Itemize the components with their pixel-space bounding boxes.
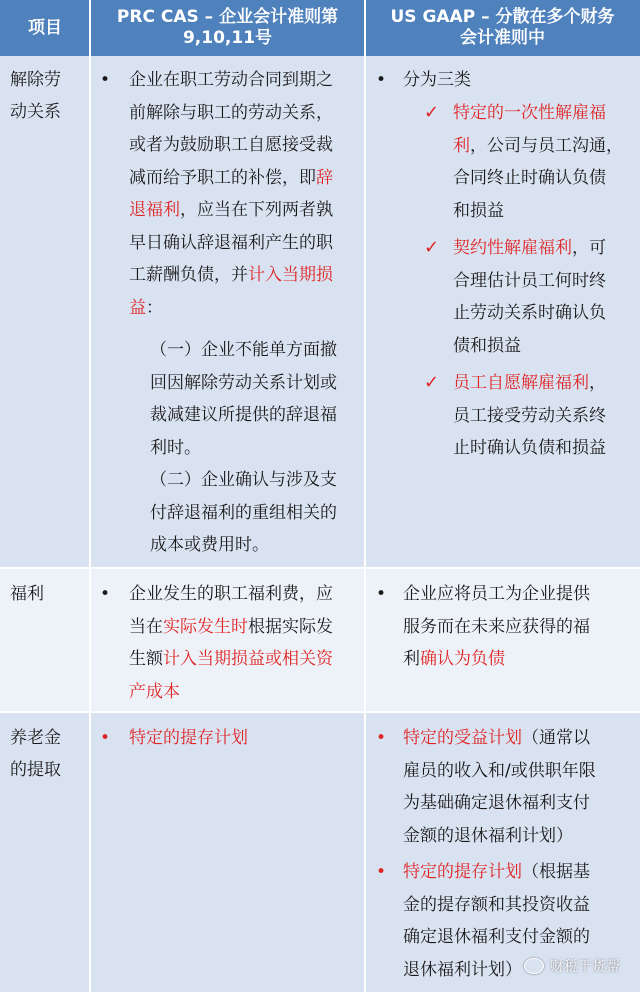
text-segment: 利 bbox=[403, 649, 420, 669]
text-line bbox=[403, 820, 638, 853]
text-segment: 金额的退休福利计划） bbox=[403, 825, 573, 846]
text-segment: 止时确认负债和损益 bbox=[453, 438, 606, 458]
checkmark-icon: ✓ bbox=[424, 102, 440, 123]
text-line bbox=[403, 889, 638, 922]
text-segment: 减而给予职工的补偿，即 bbox=[129, 167, 316, 188]
text-line bbox=[129, 64, 361, 97]
highlighted-term: 实际发生时 bbox=[163, 616, 248, 637]
text-line bbox=[403, 611, 638, 644]
text-segment: 和损益 bbox=[453, 200, 504, 221]
row-label-welfare: 福利 bbox=[10, 584, 44, 604]
bullet-icon: • bbox=[376, 862, 387, 882]
text-line bbox=[129, 643, 361, 676]
text-segment: 止劳动关系时确认负 bbox=[453, 303, 606, 323]
row-divider bbox=[0, 711, 640, 713]
text-segment: 或者为鼓励职工自愿接受裁 bbox=[129, 135, 333, 155]
text-line bbox=[129, 292, 361, 325]
bullet-icon: • bbox=[376, 584, 387, 604]
text-line bbox=[129, 129, 361, 162]
column-divider bbox=[364, 0, 366, 992]
text-segment: 退休福利计划） bbox=[403, 959, 522, 980]
bullet-icon: • bbox=[100, 70, 111, 90]
text-line bbox=[453, 367, 638, 400]
text-line bbox=[453, 97, 638, 130]
highlighted-term: 契约性解雇福利 bbox=[453, 238, 572, 258]
highlighted-term: 特定的受益计划 bbox=[403, 728, 522, 748]
text-segment: 金的提存额和其投资收益 bbox=[403, 894, 590, 915]
pension-cas-text bbox=[129, 722, 361, 755]
highlighted-term: 产成本 bbox=[129, 681, 180, 702]
header-col-item: 项目 bbox=[0, 0, 90, 56]
welfare-gaap-text bbox=[403, 578, 638, 676]
text-line bbox=[129, 578, 361, 611]
text-line bbox=[403, 755, 638, 788]
text-line bbox=[453, 265, 638, 298]
wechat-logo-icon bbox=[524, 958, 544, 974]
text-segment: ，公司与员工沟通， bbox=[470, 135, 623, 156]
text-line bbox=[453, 297, 638, 330]
highlighted-term: 特定的提存计划 bbox=[403, 862, 522, 882]
text-segment: 生额 bbox=[129, 649, 163, 669]
highlighted-term: 益 bbox=[129, 297, 146, 318]
text-segment: 服务而在未来应获得的福 bbox=[403, 616, 590, 637]
text-line bbox=[403, 921, 638, 954]
text-line bbox=[129, 194, 361, 227]
highlighted-term: 利 bbox=[453, 135, 470, 156]
text-line bbox=[129, 722, 361, 755]
termination-gaap-item bbox=[453, 232, 638, 362]
text-segment: 确定退休福利支付金额的 bbox=[403, 927, 590, 947]
row-label-pension: 养老金 的提取 bbox=[10, 728, 61, 780]
termination-cas-conditions bbox=[150, 334, 362, 562]
text-line bbox=[453, 162, 638, 195]
highlighted-term: 计入当期损 bbox=[248, 265, 333, 285]
text-line bbox=[129, 162, 361, 195]
text-line bbox=[129, 97, 361, 130]
text-segment: 企业应将员工为企业提供 bbox=[403, 584, 590, 604]
text-line: 裁减建议所提供的辞退福 bbox=[150, 405, 337, 425]
text-line bbox=[403, 856, 638, 889]
text-line bbox=[129, 259, 361, 292]
text-segment: 工薪酬负债，并 bbox=[129, 265, 248, 285]
text-segment: 合理估计员工何时终 bbox=[453, 270, 606, 291]
text-line bbox=[403, 643, 638, 676]
text-segment: 员工接受劳动关系终 bbox=[453, 405, 606, 426]
text-line bbox=[453, 330, 638, 363]
text-segment: 早日确认辞退福利产生的职 bbox=[129, 232, 333, 253]
text-line bbox=[129, 611, 361, 644]
highlighted-term: 特定的提存计划 bbox=[129, 728, 248, 748]
termination-gaap-item bbox=[453, 97, 638, 227]
termination-cas-text bbox=[129, 64, 361, 324]
text-line bbox=[403, 578, 638, 611]
text-segment: 债和损益 bbox=[453, 335, 521, 356]
text-segment: （根据基 bbox=[522, 862, 590, 882]
text-line: 回因解除劳动关系计划或 bbox=[150, 372, 337, 393]
header-col-us-gaap: US GAAP – 分散在多个财务 会计准则中 bbox=[365, 0, 640, 56]
pension-gaap-item bbox=[403, 722, 638, 852]
text-line bbox=[403, 787, 638, 820]
text-segment: ，应当在下列两者孰 bbox=[180, 200, 333, 220]
text-segment: ， bbox=[589, 373, 606, 393]
checkmark-icon: ✓ bbox=[424, 237, 440, 258]
checkmark-icon: ✓ bbox=[424, 372, 440, 393]
text-line bbox=[453, 400, 638, 433]
text-line: （一）企业不能单方面撤 bbox=[150, 340, 337, 360]
text-line bbox=[403, 722, 638, 755]
text-segment: 雇员的收入和/或供职年限 bbox=[403, 760, 596, 781]
highlighted-term: 确认为负债 bbox=[420, 649, 505, 669]
bullet-icon: • bbox=[100, 728, 111, 748]
text-line bbox=[129, 676, 361, 709]
header-col-prc-cas: PRC CAS – 企业会计准则第 9,10,11号 bbox=[90, 0, 365, 56]
text-segment: ，可 bbox=[572, 238, 606, 258]
highlighted-term: 特定的一次性解雇福 bbox=[453, 103, 606, 123]
text-segment: 企业发生的职工福利费，应 bbox=[129, 584, 333, 604]
text-line bbox=[129, 227, 361, 260]
termination-gaap-intro: 分为三类 bbox=[403, 70, 471, 90]
text-segment: 为基础确定退休福利支付 bbox=[403, 793, 590, 813]
welfare-cas-text bbox=[129, 578, 361, 708]
text-segment: ： bbox=[146, 297, 163, 318]
bullet-icon: • bbox=[376, 728, 387, 748]
text-line bbox=[453, 195, 638, 228]
text-line: 付辞退福利的重组相关的 bbox=[150, 502, 337, 523]
highlighted-term: 员工自愿解雇福利 bbox=[453, 373, 589, 393]
row-divider bbox=[0, 567, 640, 569]
text-line: 利时。 bbox=[150, 437, 201, 458]
text-segment: （通常以 bbox=[522, 728, 590, 748]
watermark: 财税干货帮 bbox=[524, 956, 620, 976]
row-label-termination: 解除劳 动关系 bbox=[10, 70, 61, 122]
text-segment: 根据实际发 bbox=[248, 616, 333, 637]
bullet-icon: • bbox=[376, 70, 387, 90]
text-line bbox=[453, 130, 638, 163]
text-segment: 前解除与职工的劳动关系， bbox=[129, 102, 333, 123]
column-divider bbox=[89, 0, 91, 992]
highlighted-term: 退福利 bbox=[129, 200, 180, 220]
bullet-icon: • bbox=[100, 584, 111, 604]
text-segment: 合同终止时确认负债 bbox=[453, 168, 606, 188]
text-segment: 当在 bbox=[129, 616, 163, 637]
text-segment: 企业在职工劳动合同到期之 bbox=[129, 70, 333, 90]
text-line bbox=[453, 232, 638, 265]
highlighted-term: 辞 bbox=[316, 167, 333, 188]
highlighted-term: 计入当期损益或相关资 bbox=[163, 649, 333, 669]
text-line: 成本或费用时。 bbox=[150, 535, 269, 555]
termination-gaap-item bbox=[453, 367, 638, 465]
text-line bbox=[453, 432, 638, 465]
text-line: （二）企业确认与涉及支 bbox=[150, 470, 337, 490]
